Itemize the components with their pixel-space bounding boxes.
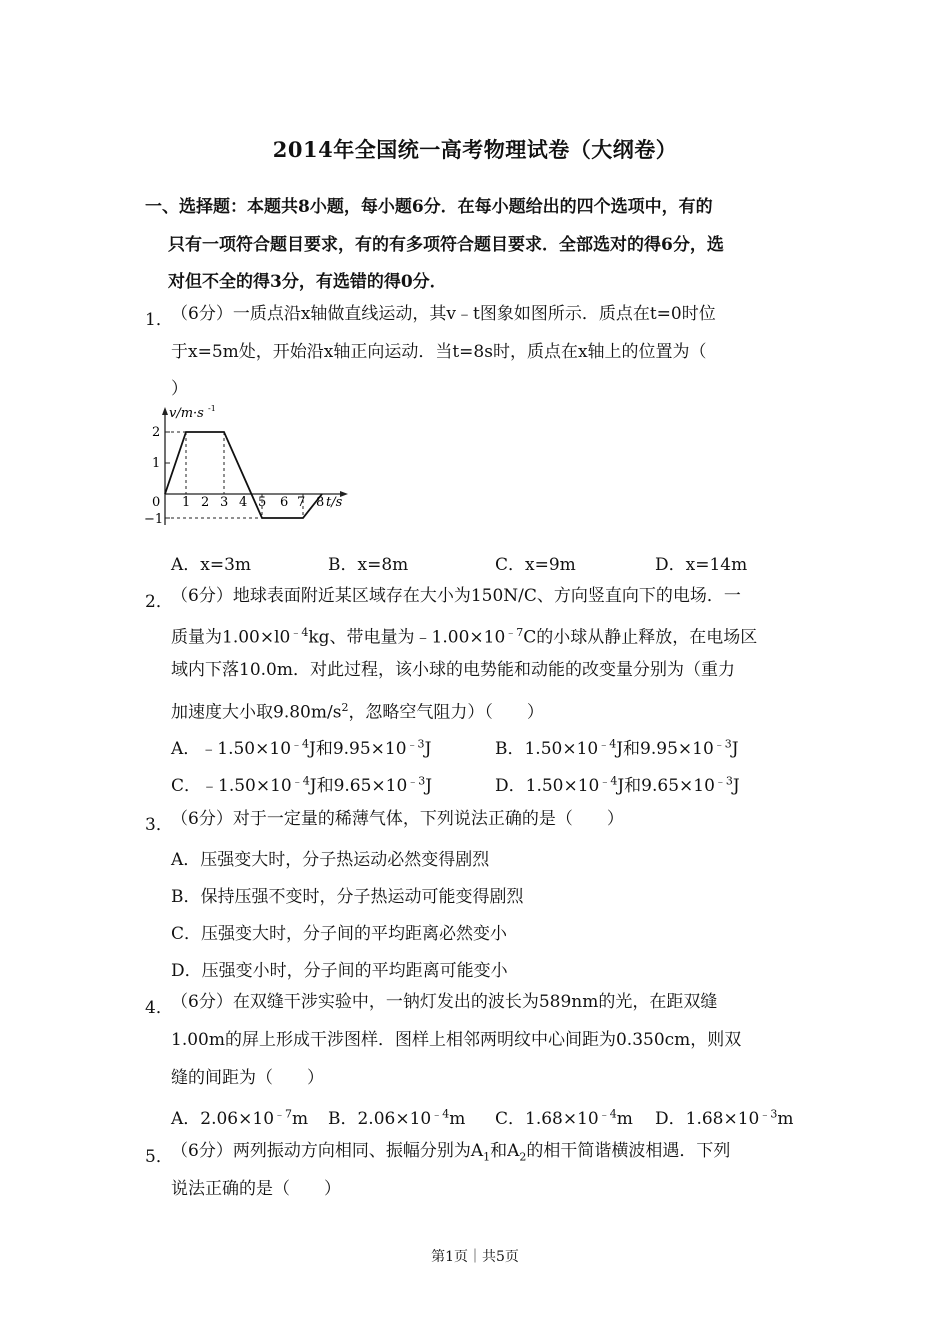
- question-4-option-d: D．$1.68\times 10^{﹣3}m$: [655, 1107, 794, 1129]
- question-1-number: 1．: [145, 310, 173, 330]
- question-2-line-2: 质量为$1.00\times l0^{﹣4}kg$、带电量为$﹣1.00\times 10^{﹣7}C$的小球从静止释放，在电场区: [171, 626, 758, 648]
- section-header-line-2: 只有一项符合题目要求，有的有多项符合题目要求．全部选对的得6分，选: [168, 235, 724, 255]
- question-4-option-a: A．$2.06\times 10^{﹣7}m$: [171, 1107, 309, 1129]
- x-tick-6: 6: [280, 495, 289, 510]
- question-3-number: 3．: [145, 815, 173, 835]
- question-1-option-c: C．x=9m: [495, 555, 576, 575]
- x-tick-2: 2: [201, 495, 210, 510]
- y-axis-arrow: [162, 407, 168, 415]
- question-2-option-d: D．$1.50\times 10^{﹣4}J$和$9.65\times 10^{﹣3}J$: [495, 774, 740, 796]
- vt-graph: [140, 405, 365, 535]
- question-3-line-1: （6分）对于一定量的稀薄气体，下列说法正确的是（ ）: [171, 809, 624, 829]
- y-axis-label-sup: -1: [208, 405, 216, 413]
- question-4-line-1: （6分）在双缝干涉实验中，一钠灯发出的波长为589nm的光，在距双缝: [171, 992, 718, 1012]
- page-title: 2014年全国统一高考物理试卷（大纲卷）: [272, 137, 678, 162]
- question-4-number: 4．: [145, 998, 173, 1018]
- question-5-number: 5．: [145, 1147, 173, 1167]
- x-tick-3: 3: [220, 495, 229, 510]
- question-5-line-1: （6分）两列振动方向相同、振幅分别为$A_1$和$A_2$的相干简谐横波相遇．下列: [171, 1141, 731, 1164]
- question-1-line-1: （6分）一质点沿x轴做直线运动，其v﹣t图象如图所示．质点在t=0时位: [171, 304, 716, 324]
- y-tick-1: 1: [152, 456, 161, 471]
- question-4-option-c: C．$1.68\times 10^{﹣4}m$: [495, 1107, 633, 1129]
- x-tick-5: 5: [258, 495, 267, 510]
- section-header-line-3: 对但不全的得3分，有选错的得0分．: [168, 272, 447, 292]
- x-axis-label: t/s: [326, 495, 343, 510]
- question-2-number: 2．: [145, 592, 173, 612]
- question-3-option-d: D．压强变小时，分子间的平均距离可能变小: [171, 961, 508, 981]
- question-4-line-3: 缝的间距为（ ）: [171, 1068, 324, 1088]
- x-tick-8: 8: [316, 495, 325, 510]
- x-tick-1: 1: [182, 495, 191, 510]
- section-header-line-1: 一、选择题：本题共8小题，每小题6分．在每小题给出的四个选项中，有的: [145, 197, 713, 217]
- question-1-option-a: A．x=3m: [171, 555, 252, 575]
- question-5-line-2: 说法正确的是（ ）: [171, 1179, 341, 1199]
- question-4-line-2: 1.00m的屏上形成干涉图样．图样上相邻两明纹中心间距为0.350cm，则双: [171, 1030, 742, 1050]
- question-4-option-b: B．$2.06\times 10^{﹣4}m$: [328, 1107, 466, 1129]
- question-2-option-c: C．$﹣1.50\times 10^{﹣4}J$和$9.65\times 10^{﹣3}J$: [171, 774, 433, 796]
- y-axis-label: v/m·s: [169, 406, 204, 421]
- question-3-option-c: C．压强变大时，分子间的平均距离必然变小: [171, 924, 508, 944]
- question-2-line-3: 域内下落10.0m．对此过程，该小球的电势能和动能的改变量分别为（重力: [171, 660, 735, 680]
- question-2-option-b: B．$1.50\times 10^{﹣4}J$和$9.95\times 10^{﹣3}J$: [495, 737, 739, 759]
- question-1-line-3: ）: [171, 379, 188, 399]
- question-3-option-b: B．保持压强不变时，分子热运动可能变得剧烈: [171, 887, 524, 907]
- question-1-line-2: 于x=5m处，开始沿x轴正向运动．当t=8s时，质点在x轴上的位置为（: [171, 342, 707, 362]
- y-tick-2: 2: [152, 425, 161, 440]
- y-tick-0: 0: [152, 495, 161, 510]
- question-2-line-1: （6分）地球表面附近某区域存在大小为150N/C、方向竖直向下的电场．一: [171, 586, 741, 606]
- x-tick-7: 7: [297, 495, 306, 510]
- x-tick-4: 4: [239, 495, 248, 510]
- page-footer: 第1页｜共5页: [431, 1249, 519, 1265]
- question-1-option-b: B．x=8m: [328, 555, 409, 575]
- question-1-option-d: D．x=14m: [655, 555, 748, 575]
- question-3-option-a: A．压强变大时，分子热运动必然变得剧烈: [171, 850, 490, 870]
- y-tick-neg1: −1: [144, 512, 164, 527]
- question-2-option-a: A．$﹣1.50\times 10^{﹣4}J$和$9.95\times 10^{﹣3}J$: [171, 737, 432, 759]
- question-2-line-4: 加速度大小取$9.80m/s^2$，忽略空气阻力）（ ）: [171, 701, 544, 723]
